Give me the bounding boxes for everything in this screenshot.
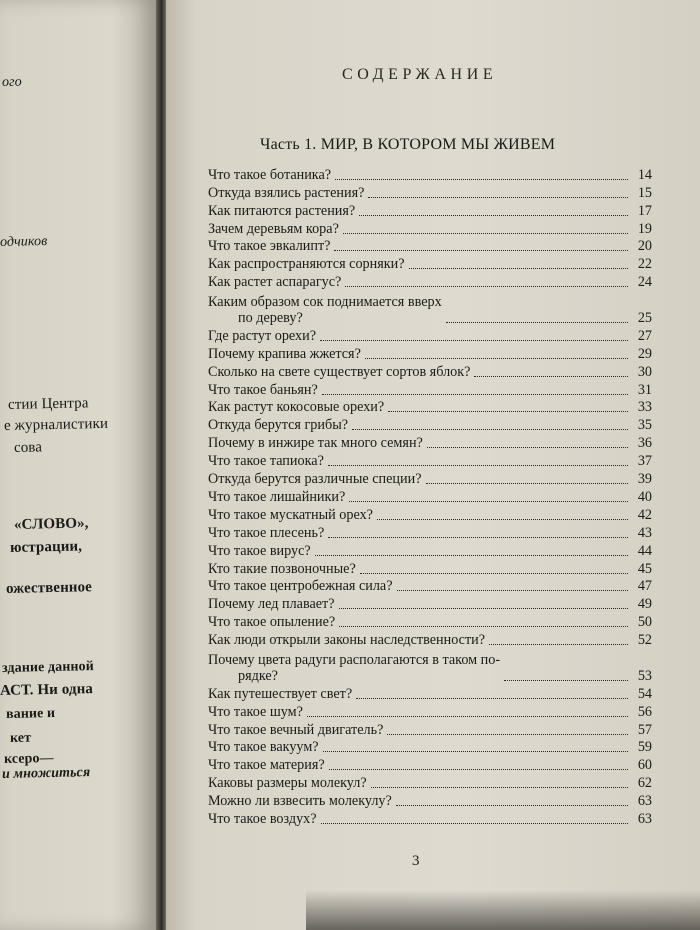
toc-entry-title: Что такое плесень? bbox=[208, 524, 325, 541]
dot-leader bbox=[334, 250, 628, 251]
toc-entry-page: 15 bbox=[637, 184, 652, 201]
toc-entry-title: Что такое центробежная сила? bbox=[208, 578, 393, 595]
toc-entry-title: Где растут орехи? bbox=[208, 327, 317, 344]
toc-entry-title: Что такое баньян? bbox=[208, 381, 318, 398]
left-page-text-fragment: здание данной bbox=[1, 659, 95, 676]
toc-entry-title: Откуда взялись растения? bbox=[208, 184, 365, 201]
left-page-text-fragment: «СЛОВО», bbox=[13, 515, 89, 533]
toc-entry-title: Что такое вакуум? bbox=[208, 739, 319, 756]
toc-entry-title: Почему в инжире так много семян? bbox=[208, 435, 423, 452]
toc-entry bbox=[208, 487, 652, 505]
dot-leader bbox=[356, 698, 628, 699]
part-heading: Часть 1. МИР, В КОТОРОМ МЫ ЖИВЕМ bbox=[260, 136, 556, 153]
toc-entry bbox=[208, 254, 652, 272]
left-page-text-fragment: АСТ. Ни одна bbox=[0, 681, 94, 699]
toc-entry-page: 52 bbox=[637, 632, 652, 649]
toc-entry bbox=[208, 505, 652, 523]
dot-leader bbox=[352, 429, 628, 430]
toc-entry-page: 43 bbox=[637, 524, 652, 541]
toc-entry bbox=[208, 237, 652, 255]
toc-entry bbox=[208, 326, 652, 344]
toc-entry-title: Откуда берутся различные специи? bbox=[208, 471, 422, 488]
dot-leader bbox=[315, 555, 628, 556]
toc-entry-title: Как люди открыли законы наследственности? bbox=[208, 632, 486, 649]
dot-leader bbox=[446, 322, 628, 323]
toc-entry-title: Как распространяются сорняки? bbox=[208, 256, 405, 273]
toc-entry-page: 35 bbox=[637, 417, 652, 434]
toc-entry-title: Что такое шум? bbox=[208, 703, 303, 720]
toc-entry-page: 22 bbox=[637, 256, 652, 273]
dot-leader bbox=[307, 716, 628, 717]
dot-leader bbox=[339, 626, 628, 627]
toc-entry-page: 45 bbox=[637, 560, 652, 577]
toc-entry-title: Что такое воздух? bbox=[208, 810, 317, 827]
toc-entry-page: 53 bbox=[637, 667, 652, 684]
dot-leader bbox=[426, 483, 628, 484]
book-spine-gutter bbox=[156, 0, 166, 930]
toc-entry-title: Что такое вечный двигатель? bbox=[208, 721, 384, 738]
dot-leader bbox=[474, 376, 628, 377]
toc-entry-page: 49 bbox=[637, 596, 652, 613]
toc-entry-page: 27 bbox=[637, 327, 652, 344]
page-title: СОДЕРЖАНИЕ bbox=[342, 66, 498, 83]
toc-entry bbox=[208, 755, 652, 773]
page-number: 3 bbox=[412, 853, 420, 869]
toc-entry-page: 33 bbox=[637, 399, 652, 416]
toc-entry-title: Почему крапива жжется? bbox=[208, 345, 361, 362]
dot-leader bbox=[323, 751, 628, 752]
dot-leader bbox=[328, 537, 628, 538]
left-page-text-fragment: одчиков bbox=[0, 234, 48, 250]
toc-entry-page: 17 bbox=[637, 202, 652, 219]
toc-entry-page: 37 bbox=[637, 453, 652, 470]
toc-entry bbox=[208, 183, 652, 201]
toc-entry-page: 62 bbox=[637, 775, 652, 792]
left-page-text-fragment: сова bbox=[13, 439, 43, 456]
toc-entry-title: Можно ли взвесить молекулу? bbox=[208, 793, 392, 810]
toc-entry-title: Почему цвета радуги располагаются в таком по- bbox=[208, 651, 501, 668]
toc-entry-page: 30 bbox=[637, 363, 652, 380]
toc-entry-title: Кто такие позвоночные? bbox=[208, 560, 356, 577]
left-page-text-fragment: юстрации, bbox=[9, 538, 83, 556]
toc-entry bbox=[208, 791, 652, 809]
dot-leader bbox=[345, 286, 628, 287]
toc-entry-title: Сколько на свете существует сортов яблок? bbox=[208, 363, 471, 380]
toc-entry-page: 20 bbox=[637, 238, 652, 255]
dot-leader bbox=[409, 268, 628, 269]
dot-leader bbox=[321, 823, 628, 824]
toc-entry-page: 57 bbox=[637, 721, 652, 738]
toc-entry-page: 40 bbox=[637, 488, 652, 505]
dot-leader bbox=[427, 447, 628, 448]
dot-leader bbox=[328, 465, 628, 466]
dot-leader bbox=[489, 644, 628, 645]
toc-entry-page: 29 bbox=[637, 345, 652, 362]
left-page-text-fragment: вание и bbox=[5, 705, 56, 722]
toc-entry bbox=[208, 594, 652, 612]
toc-entry bbox=[208, 451, 652, 469]
toc-entry bbox=[208, 702, 652, 720]
toc-entry bbox=[208, 344, 652, 362]
toc-entry-title: Как растут кокосовые орехи? bbox=[208, 399, 385, 416]
toc-entry bbox=[208, 523, 652, 541]
dot-leader bbox=[335, 179, 628, 180]
left-page-text-fragment: е журналистики bbox=[3, 415, 109, 434]
toc-entry-title: Что такое тапиока? bbox=[208, 453, 324, 470]
toc-entry-page: 63 bbox=[637, 793, 652, 810]
toc-entry-title: Каким образом сок поднимается вверх bbox=[208, 294, 442, 311]
toc-entry bbox=[208, 362, 652, 380]
toc-entry-title: Каковы размеры молекул? bbox=[208, 775, 367, 792]
toc-entry bbox=[208, 272, 652, 290]
toc-entry-title-continuation: рядке? bbox=[238, 667, 278, 684]
left-page-text-fragment: и множиться bbox=[1, 765, 91, 782]
toc-entry bbox=[208, 469, 652, 487]
dot-leader bbox=[365, 358, 628, 359]
toc-entry-title: Зачем деревьям кора? bbox=[208, 220, 339, 237]
toc-entry bbox=[208, 684, 652, 702]
dot-leader bbox=[504, 680, 628, 681]
toc-entry bbox=[208, 612, 652, 630]
dot-leader bbox=[377, 519, 628, 520]
toc-entry-page: 31 bbox=[637, 381, 652, 398]
dot-leader bbox=[360, 573, 628, 574]
dot-leader bbox=[387, 734, 628, 735]
toc-entry-page: 36 bbox=[637, 435, 652, 452]
toc-entry bbox=[208, 577, 652, 595]
toc-entry-title: Что такое мускатный орех? bbox=[208, 506, 373, 523]
toc-entry-page: 42 bbox=[637, 506, 652, 523]
left-page bbox=[0, 0, 156, 930]
toc-entry bbox=[208, 630, 652, 648]
toc-entry-page: 54 bbox=[637, 685, 652, 702]
dot-leader bbox=[349, 501, 628, 502]
left-page-text-fragment: стии Центра bbox=[7, 395, 89, 413]
toc-entry bbox=[208, 219, 652, 237]
toc-entry-title: Почему лед плавает? bbox=[208, 596, 335, 613]
toc-entry bbox=[208, 380, 652, 398]
left-page-text-fragment: ожественное bbox=[5, 579, 93, 597]
toc-entry-title: Что такое материя? bbox=[208, 757, 325, 774]
dot-leader bbox=[322, 394, 628, 395]
dot-leader bbox=[359, 215, 628, 216]
toc-entry-page: 50 bbox=[637, 614, 652, 631]
toc-entry-page: 19 bbox=[637, 220, 652, 237]
toc-entry-page: 60 bbox=[637, 757, 652, 774]
toc-entry bbox=[208, 398, 652, 416]
toc-entry-title: Откуда берутся грибы? bbox=[208, 417, 349, 434]
toc-entry-title: Как путешествует свет? bbox=[208, 685, 353, 702]
toc-entry bbox=[208, 201, 652, 219]
toc-entry-page: 39 bbox=[637, 471, 652, 488]
toc-entry bbox=[208, 738, 652, 756]
toc-entry-page: 24 bbox=[637, 274, 652, 291]
table-of-contents bbox=[208, 165, 652, 827]
left-page-text-fragment: ксеро— bbox=[3, 750, 54, 767]
toc-entry bbox=[208, 433, 652, 451]
dot-leader bbox=[339, 608, 628, 609]
toc-entry bbox=[208, 720, 652, 738]
left-page-text-fragment: кет bbox=[9, 730, 32, 746]
toc-entry-title: Что такое лишайники? bbox=[208, 488, 346, 505]
dot-leader bbox=[329, 769, 628, 770]
left-page-text-fragment: ого bbox=[1, 74, 22, 90]
toc-entry bbox=[208, 165, 652, 183]
toc-entry-title: Как растет аспарагус? bbox=[208, 274, 342, 291]
dot-leader bbox=[371, 787, 628, 788]
toc-entry-page: 44 bbox=[637, 542, 652, 559]
toc-entry bbox=[208, 541, 652, 559]
toc-entry-page: 25 bbox=[637, 310, 652, 327]
toc-entry-title-continuation: по дереву? bbox=[238, 310, 303, 327]
dot-leader bbox=[388, 411, 628, 412]
toc-entry bbox=[208, 415, 652, 433]
dot-leader bbox=[397, 590, 628, 591]
toc-entry bbox=[208, 809, 652, 827]
toc-entry-title: Что такое опыление? bbox=[208, 614, 336, 631]
toc-entry-page: 59 bbox=[637, 739, 652, 756]
toc-entry bbox=[208, 648, 652, 684]
toc-entry-title: Что такое вирус? bbox=[208, 542, 311, 559]
page-edge-shadow bbox=[306, 890, 700, 930]
toc-entry bbox=[208, 559, 652, 577]
toc-entry-title: Как питаются растения? bbox=[208, 202, 356, 219]
toc-entry-title: Что такое эвкалипт? bbox=[208, 238, 331, 255]
dot-leader bbox=[368, 197, 628, 198]
toc-entry-title: Что такое ботаника? bbox=[208, 166, 332, 183]
toc-entry-page: 56 bbox=[637, 703, 652, 720]
toc-entry-page: 14 bbox=[637, 166, 652, 183]
toc-entry bbox=[208, 290, 652, 326]
dot-leader bbox=[320, 340, 628, 341]
dot-leader bbox=[343, 233, 628, 234]
toc-entry bbox=[208, 773, 652, 791]
dot-leader bbox=[396, 805, 628, 806]
right-page bbox=[166, 0, 700, 930]
toc-entry-page: 47 bbox=[637, 578, 652, 595]
toc-entry-page: 63 bbox=[637, 810, 652, 827]
